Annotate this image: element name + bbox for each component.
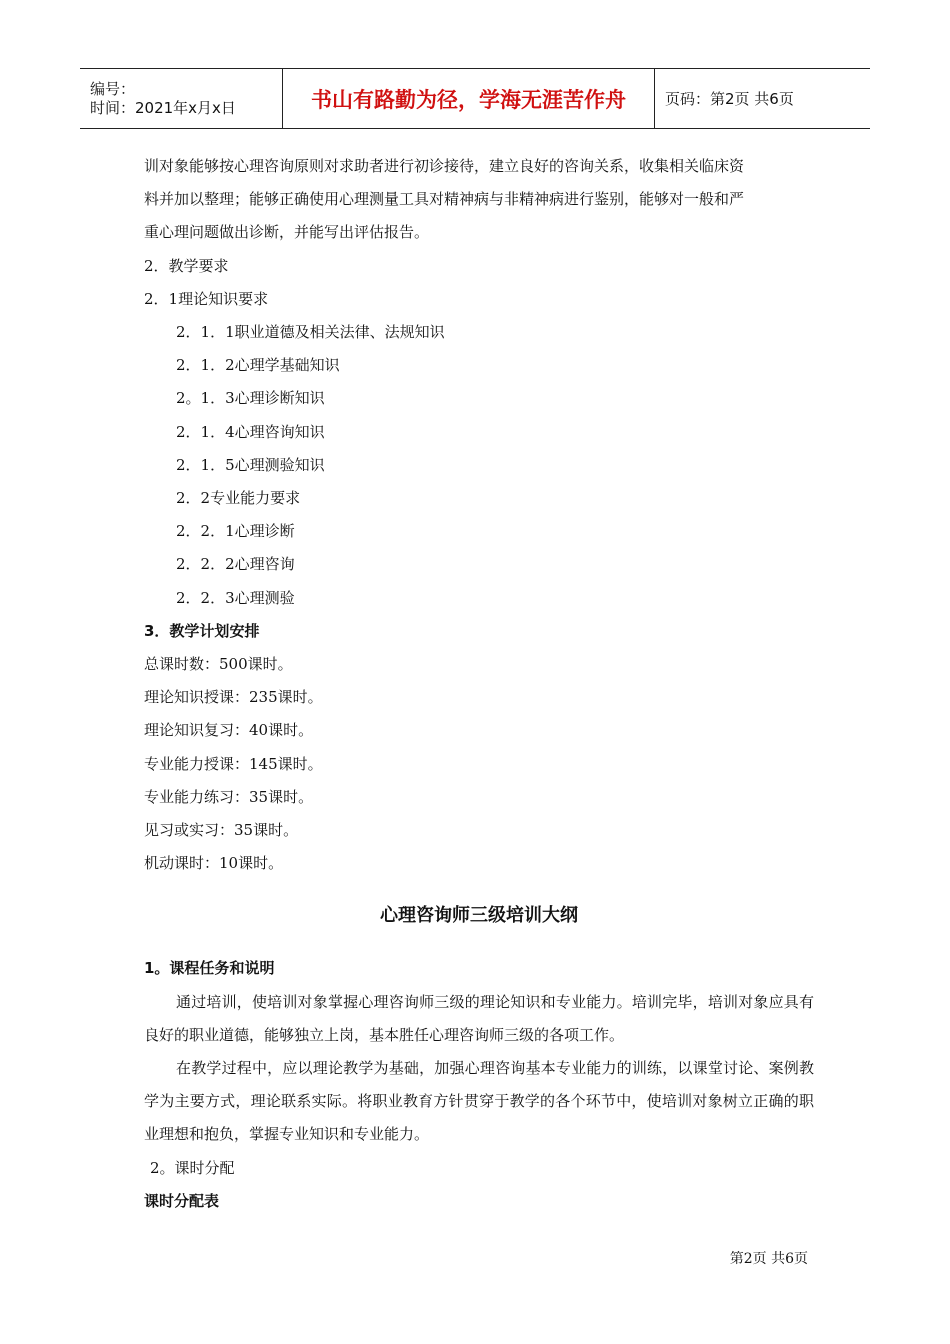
list-item: 2．2．1心理诊断: [176, 522, 295, 541]
number-label: 编号：: [90, 79, 136, 98]
body-line: 重心理问题做出诊断，并能写出评估报告。: [144, 223, 430, 242]
list-item: 2．1．4心理咨询知识: [176, 422, 325, 441]
body-line: 训对象能够按心理咨询原则对求助者进行初诊接待，建立良好的咨询关系，收集相关临床资: [144, 157, 745, 175]
header-motto: 书山有路勤为径，学海无涯苦作舟: [282, 69, 655, 128]
section-heading: 1。课程任务和说明: [144, 959, 275, 978]
document-title: 心理咨询师三级培训大纲: [380, 905, 578, 927]
hours-line: 见习或实习：35课时。: [144, 821, 299, 840]
section-heading: 2。课时分配: [150, 1158, 235, 1177]
paragraph: 通过培训，使培训对象掌握心理咨询师三级的理论知识和专业能力。培训完毕，培训对象应具有良好的职业道德，能够独立上岗，基本胜任心理咨询师三级的各项工作。: [144, 992, 814, 1044]
header-page-info: 页码：第2页 共6页: [665, 90, 794, 108]
section-heading: 3．教学计划安排: [144, 621, 260, 640]
list-item: 2。1．3心理诊断知识: [176, 389, 325, 408]
hours-line: 专业能力授课：145课时。: [144, 754, 323, 773]
subsection-heading: 2．2专业能力要求: [176, 489, 301, 508]
hours-line: 理论知识复习：40课时。: [144, 721, 314, 740]
hours-line: 总课时数：500课时。: [144, 655, 293, 674]
date-label: 时间：2021年x月x日: [90, 98, 236, 117]
page-footer: 第2页 共6页: [729, 1251, 808, 1267]
paragraph: 在教学过程中，应以理论教学为基础，加强心理咨询基本专业能力的训练，以课堂讨论、案例教学为主要方式，理论联系实际。将职业教育方针贯穿于教学的各个环节中，使培训对象树立正确的职业理想和抱负，掌握专业知识和专业能力。: [144, 1059, 814, 1144]
header-meta: [80, 69, 282, 128]
subsection-heading: 2．1理论知识要求: [144, 289, 269, 308]
list-item: 2．1．2心理学基础知识: [176, 356, 340, 375]
page-header: [80, 68, 870, 129]
table-caption: 课时分配表: [144, 1191, 220, 1210]
hours-line: 机动课时：10课时。: [144, 854, 284, 873]
section-heading: 2．教学要求: [144, 256, 229, 275]
hours-line: 专业能力练习：35课时。: [144, 787, 314, 806]
document-body: [144, 150, 814, 1218]
body-line: 料并加以整理；能够正确使用心理测量工具对精神病与非精神病进行鉴别，能够对一般和严: [144, 190, 745, 209]
list-item: 2．2．2心理咨询: [176, 555, 295, 574]
list-item: 2．1．5心理测验知识: [176, 455, 325, 474]
list-item: 2．1．1职业道德及相关法律、法规知识: [176, 323, 445, 342]
hours-line: 理论知识授课：235课时。: [144, 688, 323, 707]
list-item: 2．2．3心理测验: [176, 588, 295, 607]
